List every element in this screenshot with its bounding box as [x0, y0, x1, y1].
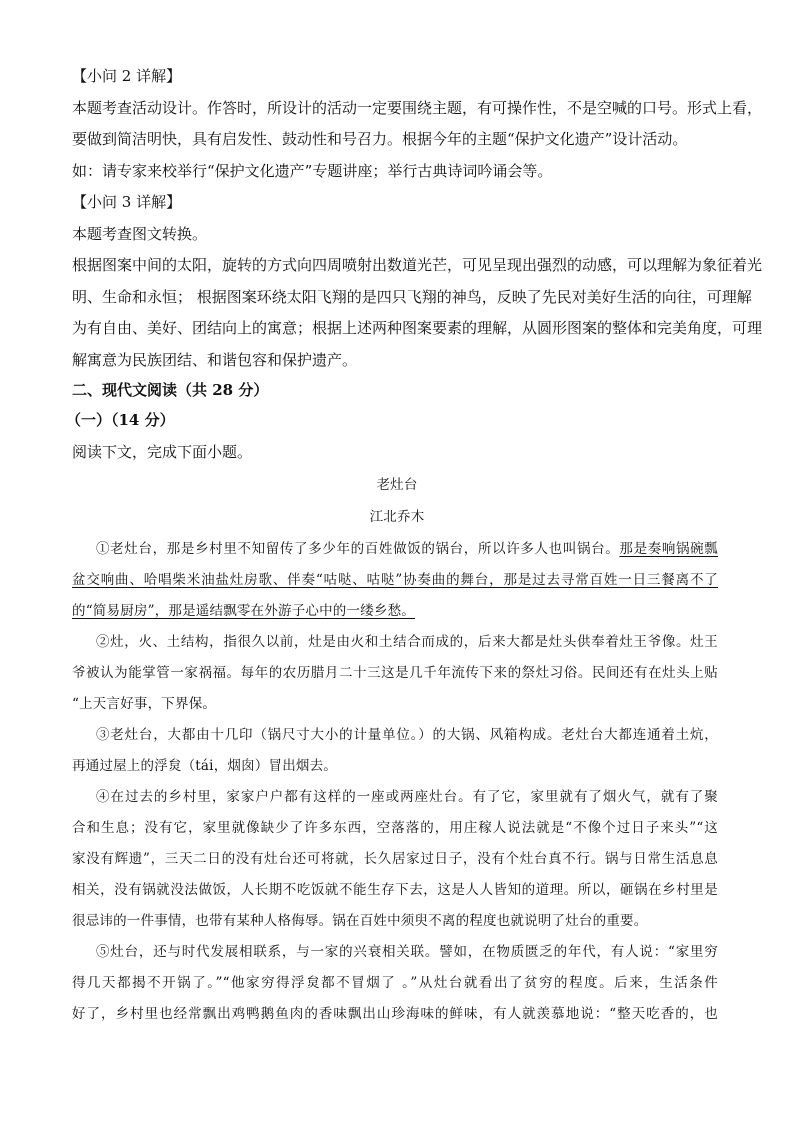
section-heading: 二、现代文阅读（共 28 分）: [72, 381, 269, 399]
paragraph-2-line: “上天言好事，下界保。: [72, 696, 217, 712]
q2-text-line: 本题考查活动设计。作答时，所设计的活动一定要围绕主题，有可操作性，不是空喊的口号。形式上看，: [72, 99, 763, 117]
subsection-heading: （一）（14 分）: [66, 411, 175, 429]
q3-text-line: 明、生命和永恒； 根据图案环绕太阳飞翔的是四只飞翔的神鸟，反映了先民对美好生活的向往，可理解: [72, 288, 752, 306]
paragraph-4-line: ④在过去的乡村里，家家户户都有这样的一座或两座灶台。有了它，家里就有了烟火气，就有了聚: [96, 789, 718, 805]
paragraph-4-line: 很忌讳的一件事情，也带有某种人格侮辱。锅在百姓中须臾不离的程度也就说明了灶台的重要。: [72, 913, 648, 929]
paragraph-1-line: [72, 539, 718, 559]
paragraph-3-line: ③老灶台，大都由十几印（锅尺寸大小的计量单位。）的大锅、风箱构成。老灶台大都连通着土炕，: [96, 727, 718, 743]
q3-text-line: 解寓意为民族团结、和谐包容和保护遗产。: [72, 351, 358, 369]
paragraph-2-line: ②灶，火、土结构，指很久以前，灶是由火和土结合而成的，后来大都是灶头供奉着灶王爷像。灶王: [96, 634, 718, 650]
paragraph-3-line: 再通过屋上的浮炱（tái，烟囱）冒出烟去。: [72, 758, 337, 774]
paragraph-4-line: 相关，没有锅就没法做饭，人长期不吃饭就不能生存下去，这是人人皆知的道理。所以，砸锅在乡村里是: [72, 882, 718, 898]
underlined-sentence: 盆交响曲、哈唱柴米油盐灶房歌、伴奏“咕哒、咕哒”协奏曲的舞台，那是过去寻常百姓一日三餐离不了: [72, 572, 718, 588]
q3-heading: 【小问 3 详解】: [72, 193, 182, 211]
underlined-sentence: 的“简易厨房”，那是遥结飘零在外游子心中的一缕乡愁。: [72, 603, 416, 619]
paragraph-4-line: 合和生息；没有它，家里就像缺少了许多东西，空落落的，用庄稼人说法就是“不像个过日子来头”“这: [72, 820, 718, 836]
paragraph-5-line: 得几天都揭不开锅了。”“他家穷得浮炱都不冒烟了 。”从灶台就看出了贫穷的程度。后来，生活条件: [72, 975, 718, 991]
article-author: 江北乔木: [369, 509, 425, 525]
paragraph-2-line: 爷被认为能掌管一家祸福。每年的农历腊月二十三这是几千年流传下来的祭灶习俗。民间还有在灶头上贴: [72, 665, 718, 681]
q3-text-line: 为有自由、美好、团结向上的寓意；根据上述两种图案要素的理解，从圆形图案的整体和完美角度，可理: [72, 319, 763, 337]
underlined-sentence: 那是奏响锅碗瓢: [619, 541, 718, 557]
paragraph-1-text: ①老灶台，那是乡村里不知留传了多少年的百姓做饭的锅台，所以许多人也叫锅台。: [96, 541, 620, 557]
q3-text-line: 根据图案中间的太阳，旋转的方式向四周喷射出数道光芒，可见呈现出强烈的动感，可以理解为象征着光: [72, 256, 763, 274]
q2-heading: 【小问 2 详解】: [72, 67, 182, 85]
paragraph-5-line: ⑤灶台，还与时代发展相联系，与一家的兴衰相关联。譬如，在物质匮乏的年代，有人说：“家里穷: [96, 944, 718, 960]
paragraph-5-line: 好了，乡村里也经常飘出鸡鸭鹅鱼肉的香味飘出山珍海味的鲜味，有人就羡慕地说：“整天吃香的，也: [72, 1006, 718, 1022]
reading-instruction: 阅读下文，完成下面小题。: [72, 443, 253, 461]
paragraph-4-line: 家没有辉遗”，三天二日的没有灶台还可将就，长久居家过日子，没有个灶台真不行。锅与日常生活息息: [72, 851, 718, 867]
q2-text-line: 要做到简洁明快，具有启发性、鼓动性和号召力。根据今年的主题“保护文化遗产”设计活动。: [72, 130, 688, 148]
article-title: 老灶台: [376, 477, 418, 493]
q3-text-line: 本题考查图文转换。: [72, 225, 208, 243]
q2-text-line: 如：请专家来校举行“保护文化遗产”专题讲座；举行古典诗词吟诵会等。: [72, 162, 553, 180]
